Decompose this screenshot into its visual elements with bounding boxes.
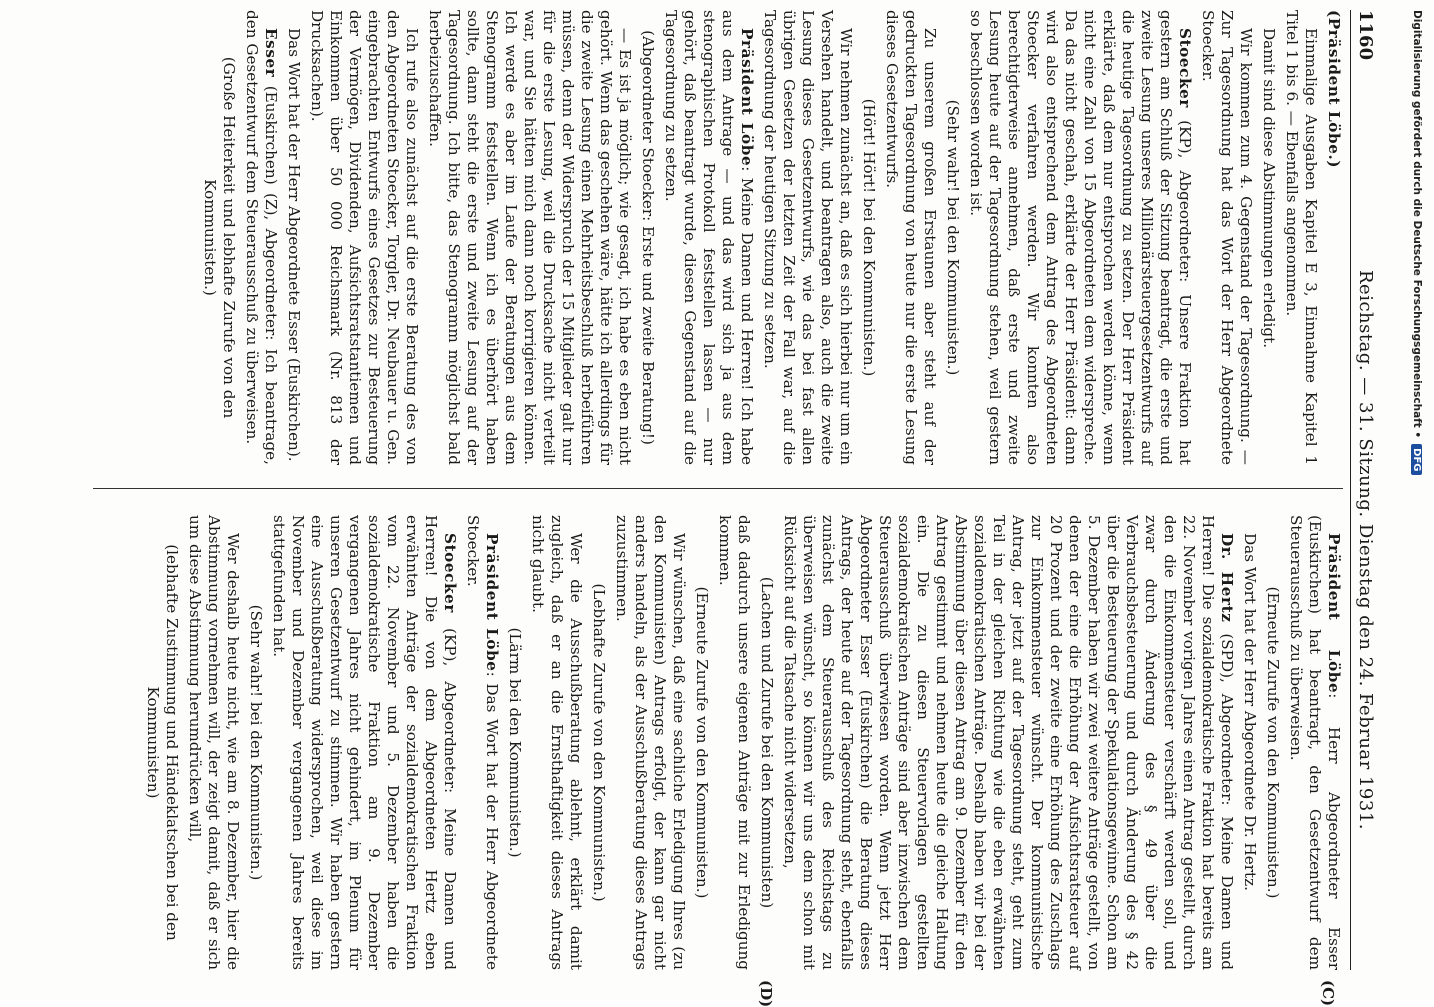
paragraph-text: Zu unserem großen Erstaunen aber steht auf der gedruckten Tagesordnung von heute nur die erste Lesung dieses Gesetzentwurfs. (883, 10, 939, 465)
speaker-name: Stoecker (441, 533, 459, 614)
speaker-name: Präsident Löbe (1325, 533, 1343, 694)
paragraph (692, 515, 711, 970)
paragraph-text: Wir kommen zum 4. Gegenstand der Tagesordnung. — Zur Tagesordnung hat das Wort der Herr Abgeordnete Stoecker. (1199, 10, 1255, 465)
paragraph-text: Wir nehmen zunächst an, daß es sich hierbei nur um ein Versehen handelt, und beantragen also, auch die zweite Lesung dieses Gesetzentwurfs, wie das bei fast allen übrigen Gesetzen der letzten Zeit der Fall war, auf die Tagesordnung der heutigen Sitzung zu setzen. (761, 10, 855, 465)
paragraph (528, 515, 585, 970)
paragraph-text: (Große Heiterkeit und lebhafte Zurufe von den Kommunisten.) (201, 56, 238, 419)
paragraph (760, 10, 855, 465)
paragraph-text: (Lachen und Zurufe bei den Kommunisten) (758, 576, 776, 909)
paragraph-text: : Das Wort hat der Herr Abgeordnete Stoecker. (464, 515, 501, 971)
left-column (196, 10, 1343, 465)
column-divider (93, 488, 1343, 489)
paragraph (242, 10, 280, 465)
paragraph-text: (lebhafte Zustimmung und Händeklatschen bei den Kommunisten) (144, 544, 181, 941)
paragraph (1198, 10, 1255, 465)
paragraph (661, 10, 756, 465)
paragraph (882, 10, 939, 465)
margin-marker-c: (C) (1319, 980, 1337, 1007)
speaker-name: Stoecker (1176, 28, 1194, 109)
paragraph (757, 515, 776, 970)
paragraph (143, 515, 181, 970)
paragraph-text: Das Wort hat der Herr Abgeordnete Dr. Hertz. (1241, 533, 1259, 891)
paragraph (638, 10, 657, 465)
paragraph (715, 515, 753, 970)
paragraph-text: (Erneute Zurufe von den Kommunisten.) (1264, 586, 1282, 899)
page-header (1355, 10, 1395, 970)
speaker-name: Präsident Löbe (738, 28, 756, 167)
paragraph-text: (SPD), Abgeordneter: Meine Damen und Herren! Die sozialdemokratische Fraktion hat bereits am 22. November vorigen Jahres einen Antrag gestellt, durch den die Einkommensteuer verschärft werden soll, und zwar durch Änderung des § 49 über die Verbrauchsbesteuerung und durch Änderung des § 42 über die Besteuerung der Spekulationsgewinne. Schon am 5. Dezember haben wir zwei weitere Anträge gestellt, von denen der eine die Erhöhung der Aufsichtsratsteuer auf 20 Prozent und der zweite eine Erhöhung des Zuschlags zur Einkommensteuer wünscht. Der kommunistische Antrag, der jetzt auf der Tagesordnung steht, geht zum Teil in der gleichen Richtung wie die eben erwähnten sozialdemokratischen Anträge. Deshalb haben wir bei der Abstimmung über diesen Antrag am 9. Dezember für den Antrag gestimmt und nehmen heute die gleiche Haltung ein. Die zu diesen Steuervorlagen gestellten sozialdemokratischen Anträge sind aber inzwischen dem Steuerausschuß überwiesen worden. Wenn jetzt Herr Abgeordneter Esser (Euskirchen) die Beratung dieses Antrags, der heute auf der Tagesordnung steht, ebenfalls zunächst dem Steuerausschuß des Reichstags zu überweisen wünscht, so können wir uns dem schon mit Rücksicht auf die Tatsache nicht widersetzen, (781, 515, 1236, 971)
paragraph-text: (Lebhafte Zurufe von den Kommunisten.) (590, 583, 608, 902)
paragraph (463, 515, 501, 970)
speaker-name: Esser (262, 28, 280, 78)
paragraph-text: Wer deshalb heute nicht, wie am 8. Dezember, hier die Abstimmung vornehmen will, der zeigt damit, daß er sich um diese Abstimmung herumdrücken will, (186, 515, 242, 970)
paragraph-text: Ich rufe also zunächst auf die erste Beratung des von den Abgeordneten Stoecker, Torgler, Dr. Neubauer u. Gen. eingebrachten Entwurfs eines Gesetzes zur Besteuerung der Vermögen, Dividenden, Aufsichtsratstantiemen und Einkommen über 50 000 Reichsmark (Nr. 813 der Drucksachen). (308, 10, 421, 465)
paragraph (1263, 515, 1282, 970)
paragraph-text: Einmalige Ausgaben Kapitel E 3, Einnahme Kapitel 1 Titel 1 bis 6. — Ebenfalls angenommen. (1283, 10, 1320, 465)
paragraph-text: — Es ist ja möglich; wie gesagt, ich habe es eben nicht gehört. Wenn das geschehen wäre, hätte ich allerdings für die zweite Lesung einen Mehrheitsbeschluß herbeiführen müssen, denn der Widerspruch der 15 Mitglieder galt nur für die erste Lesung, weil die Drucksache nicht verteilt war, und Sie hätten mich dann noch korrigieren können. Ich werde es aber im Laufe der Beratungen aus dem Stenogramm feststellen. Wenn ich es überhört haben sollte, dann steht die erste und zweite Lesung auf der Tagesordnung. Ich bitte, das Stenogramm möglichst bald herbeizuschaffen. (426, 10, 634, 465)
dfg-sidebar (1410, 10, 1432, 990)
paragraph (1259, 10, 1278, 465)
paragraph (1240, 515, 1259, 970)
paragraph (185, 515, 242, 970)
paragraph-text: Damit sind diese Abstimmungen erledigt. (1260, 28, 1278, 349)
paragraph-text: (KP), Abgeordneter: Meine Damen und Herren! Die von dem Abgeordneten Hertz eben erwähnten Anträge der sozialdemokratischen Fraktion vom 22. November und 5. Dezember haben die sozialdemokratische Fraktion am 9. Dezember vergangenen Jahres nicht gehindert, im Plenum für unseren Gesetzentwurf zu stimmen. Wir haben gestern eine Ausschußberatung widersprochen, weil diese im November und Dezember vergangenen Jahres bereits stattgefunden hat. (270, 515, 459, 970)
funding-note: Digitalisierung gefördert durch die Deutsche Forschungsgemeinschaft • (1411, 10, 1423, 439)
paragraph (612, 515, 688, 970)
rotated-page-content (75, 10, 1395, 1007)
paragraph-text: : Herr Abgeordneter Esser (Euskirchen) hat beantragt, den Gesetzentwurf dem Steuerausschuß zu überweisen. (1287, 515, 1343, 970)
paragraph (943, 10, 962, 465)
paragraph-text: Wer die Ausschußberatung ablehnt, erklärt damit zugleich, daß er an die Ernsthaftigkeit dieses Antrags nicht glaubt. (529, 515, 585, 970)
paragraph (200, 10, 238, 465)
paragraph (246, 515, 265, 970)
paragraph-text: (Erneute Zurufe von den Kommunisten.) (693, 586, 711, 899)
paragraph (966, 10, 1194, 465)
paragraph (284, 10, 303, 465)
paragraph-text: daß dadurch unsere eigenen Anträge mit zur Erledigung kommen. (716, 515, 753, 970)
paragraph (425, 10, 634, 465)
paragraph-text: (Sehr wahr! bei den Kommunisten.) (944, 99, 962, 376)
margin-marker-d: (D) (757, 980, 775, 1007)
paragraph-text: (KP), Abgeordneter: Unsere Fraktion hat gestern am Schluß der Sitzung beantragt, die erste und zweite Lesung unseres Millionärsteuergesetzentwurfs auf die heutige Tagesordnung zu setzen. Der Herr Präsident erklärte, daß dem nur entsprochen werden könne, wenn nicht eine Zahl von 15 Abgeordneten dem widerspreche. Da das nicht geschah, erklärte der Herr Präsident: dann wird also entsprechend dem Antrag des Abgeordneten Stoecker verfahren werden. Wir konnten also berechtigterweise annehmen, daß erste und zweite Lesung heute auf der Tagesordnung stehen, weil gestern so beschlossen worden ist. (967, 10, 1194, 465)
paragraph-text: (Euskirchen) (Z), Abgeordneter: Ich beantrage, den Gesetzentwurf dem Steuerausschuß zu überweisen. (243, 10, 280, 465)
paragraph-text: Das Wort hat der Herr Abgeordnete Esser (Euskirchen). (285, 28, 303, 462)
header-rule (1350, 10, 1351, 970)
running-title: Reichstag. — 31. Sitzung. Dienstag den 24. Februar 1931. (1355, 269, 1376, 830)
paragraph-text: Wir wünschen, daß eine sachliche Erledigung Ihres (zu den Kommunisten) Antrags erfolgt, der kann gar nicht anders handeln, als der Ausschußberatung dieses Antrags zuzustimmen. (613, 515, 688, 970)
paragraph-text: (Sehr wahr! bei den Kommunisten.) (247, 604, 265, 881)
paragraph (269, 515, 459, 970)
paragraph (780, 515, 1236, 970)
paragraph-text: : Meine Damen und Herren! Ich habe aus dem Antrage — und das wird sich ja aus dem stenographischen Protokoll feststellen lassen — nur gehört, daß beantragt wurde, diesen Gegenstand auf die Tagesordnung zu setzen. (662, 10, 756, 465)
paragraph (1286, 515, 1343, 970)
paragraph-text: (Hört! Hört! bei den Kommunisten.) (860, 98, 878, 377)
paragraph (1324, 10, 1343, 465)
paragraph (505, 515, 524, 970)
right-column (139, 515, 1343, 970)
paragraph (859, 10, 878, 465)
paragraph (1282, 10, 1320, 465)
speaker-name: Präsident Löbe (483, 533, 501, 672)
paragraph-text: (Abgeordneter Stoecker: Erste und zweite Beratung!) (639, 30, 657, 445)
page-number: 1160 (1355, 10, 1376, 61)
dfg-logo: DFG (1412, 444, 1423, 475)
speaker-name: Dr. Hertz (1218, 533, 1236, 623)
speaker-name: (Präsident Löbe.) (1325, 10, 1343, 169)
paragraph (307, 10, 421, 465)
paragraph-text: (Lärm bei den Kommunisten.) (506, 627, 524, 858)
paragraph (589, 515, 608, 970)
